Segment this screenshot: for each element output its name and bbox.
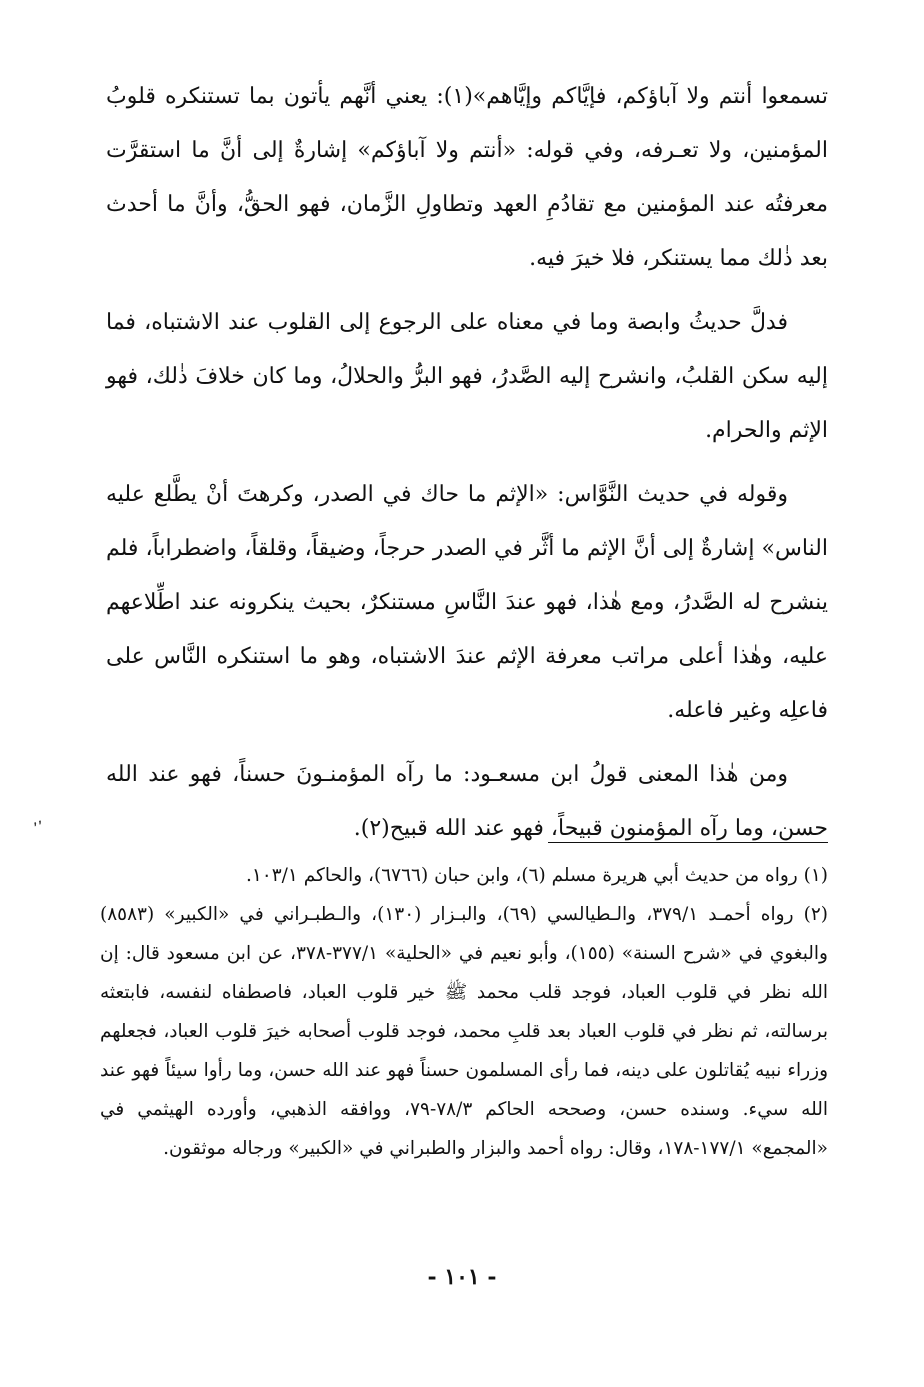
page-number: - ١٠١ - bbox=[427, 1264, 497, 1290]
paragraph-1: تسمعوا أنتم ولا آباؤكم، فإيَّاكم وإيَّاهم»(١): يعني أنَّهم يأتون بما تستنكره قلوبُ المؤمنين، ولا تعـرفه، وفي قوله: «أنتم ولا آباؤكم» إشارةٌ إلى أنَّ ما استقرَّت معرفتُه عند المؤمنين مع تقادُمِ العهد وتطاولِ الزَّمان، فهو الحقُّ، وأنَّ ما أحدث بعد ذٰلك مما يستنكر، فلا خيرَ فيه. bbox=[106, 84, 828, 271]
margin-mark: ٬٬ bbox=[31, 816, 48, 839]
footnote-1: (١) رواه من حديث أبي هريرة مسلم (٦)، وابن حبان (٦٧٦٦)، والحاكم ١٠٣/١. bbox=[245, 865, 828, 886]
footnote-2: (٢) رواه أحمـد ٣٧٩/١، والـطيالسي (٦٩)، والبـزار (١٣٠)، والـطبـراني في «الكبير» (٨٥٨٣) والبغوي في «شرح السنة» (١٥٥)، وأبو نعيم في «الحلية» ٣٧٧/١-٣٧٨، عن ابن مسعود قال: إن الله نظر في قلوب العباد، فوجد قلب محمد ﷺ خير قلوب العباد، فاصطفاه لنفسه، فابتعثه برسالته، ثم نظر في قلوب العباد بعد قلبِ محمد، فوجد قلوب أصحابه خيرَ قلوب العباد، فجعلهم وزراء نبيه يُقاتلون على دينه، فما رأى المسلمون حسناً فهو عند الله حسن، وما رأوا سيئاً فهو عند الله سيء. وسنده حسن، وصححه الحاكم ٧٨/٣-٧٩، ووافقه الذهبي، وأورده الهيثمي في «المجمع» ١٧٧/١-١٧٨، وقال: رواه أحمد والبزار والطبراني في «الكبير» ورجاله موثقون. bbox=[100, 904, 828, 1159]
paragraph-4: ومن هٰذا المعنى قولُ ابن مسعـود: ما رآه المؤمنـونَ حسناً، فهو عند الله حسن، وما رآه المؤمنون قبيحاً، فهو عند الله قبيح(٢). bbox=[106, 762, 828, 841]
footnotes bbox=[100, 856, 828, 1168]
main-text bbox=[106, 70, 828, 866]
footnote-divider bbox=[548, 842, 828, 843]
paragraph-3: وقوله في حديث النَّوَّاس: «الإثم ما حاك في الصدر، وكرهتَ أنْ يطَّلع عليه الناس» إشارةٌ إلى أنَّ الإثم ما أثَّر في الصدر حرجاً، وضيقاً، وقلقاً، واضطراباً، فلم ينشرح له الصَّدرُ، ومع هٰذا، فهو عندَ النَّاسِ مستنكرٌ، بحيث ينكرونه عند اطِّلاعهم عليه، وهٰذا أعلى مراتب معرفة الإثم عندَ الاشتباه، وهو ما استنكره النَّاس على فاعلِه وغير فاعله. bbox=[106, 482, 828, 723]
paragraph-2: فدلَّ حديثُ وابصة وما في معناه على الرجوع إلى القلوب عند الاشتباه، فما إليه سكن القلبُ، وانشرح إليه الصَّدرُ، فهو البرُّ والحلالُ، وما كان خلافَ ذٰلك، فهو الإثم والحرام. bbox=[106, 310, 828, 443]
